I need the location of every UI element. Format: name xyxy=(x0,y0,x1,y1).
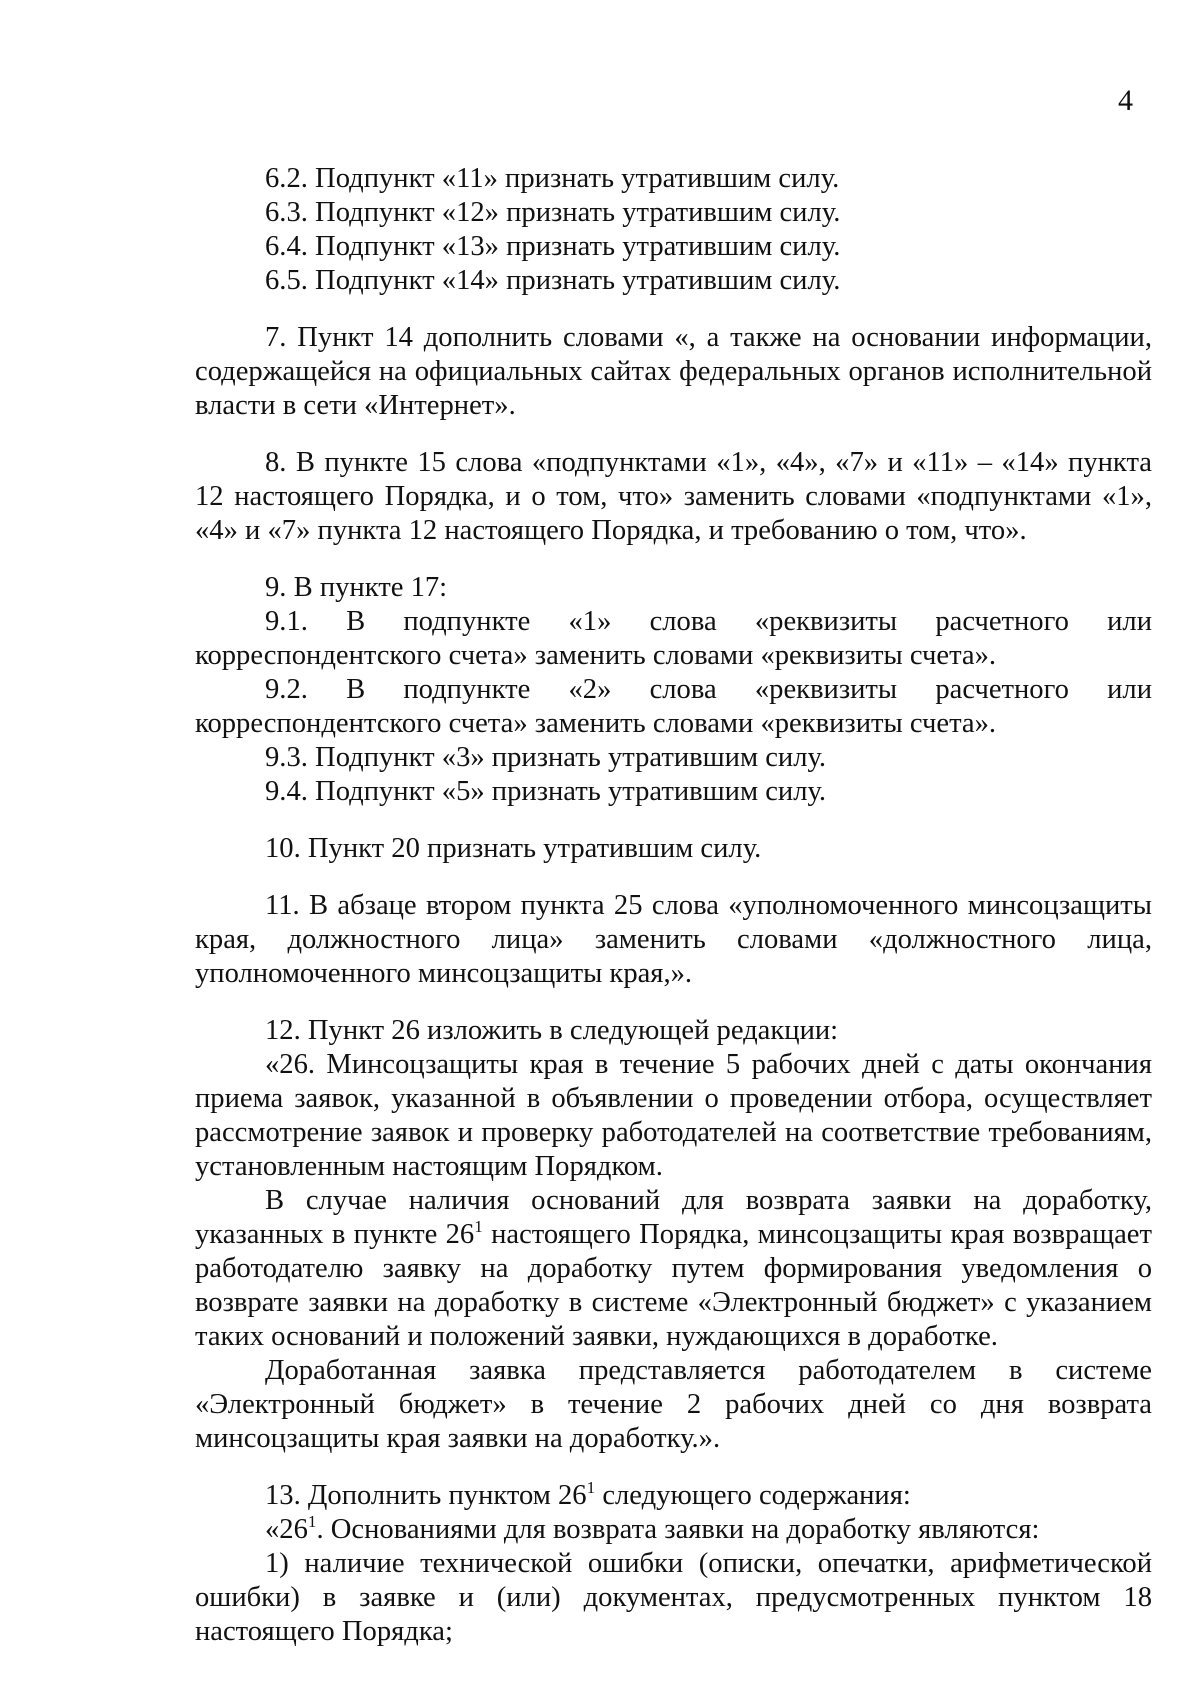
superscript: 1 xyxy=(474,1216,483,1236)
paragraph-6-3: 6.3. Подпункт «12» признать утратившим силу. xyxy=(265,197,841,228)
text-fragment: настоящего Порядка, минсоцзащиты края возвращает работодателю заявку на доработку путем формирования уведомления о возврате заявки на доработку в системе «Электронный бюджет» с указанием таких оснований и положений заявки, нуждающихся в доработке. xyxy=(195,1219,1152,1352)
document-body xyxy=(195,162,1152,1649)
paragraph-9-3: 9.3. Подпункт «3» признать утратившим силу. xyxy=(265,742,827,773)
superscript: 1 xyxy=(307,1511,317,1531)
text-fragment: В случае наличия оснований для возврата заявки на доработку, указанных в пункте 26 xyxy=(195,1185,1152,1250)
text-fragment: следующего содержания: xyxy=(595,1480,911,1511)
paragraph-9-2: 9.2. В подпункте «2» слова «реквизиты расчетного или корреспондентского счета» заменить словами «реквизиты счета». xyxy=(195,674,1152,739)
paragraph-13 xyxy=(195,1479,1152,1513)
page-number: 4 xyxy=(1118,84,1133,117)
text-fragment: . Основаниями для возврата заявки на доработку являются: xyxy=(316,1514,1040,1545)
paragraph-9-4: 9.4. Подпункт «5» признать утратившим силу. xyxy=(265,776,827,807)
superscript: 1 xyxy=(586,1477,596,1497)
paragraph-9: 9. В пункте 17: xyxy=(265,572,448,603)
paragraph-6-4: 6.4. Подпункт «13» признать утратившим силу. xyxy=(265,231,841,262)
paragraph-13-item-1: 1) наличие технической ошибки (описки, опечатки, арифметической ошибки) в заявке и (или) документах, предусмотренных пунктом 18 настоящего Порядка; xyxy=(195,1548,1152,1647)
paragraph-9-1: 9.1. В подпункте «1» слова «реквизиты расчетного или корреспондентского счета» заменить словами «реквизиты счета». xyxy=(195,606,1152,671)
paragraph-6-2: 6.2. Подпункт «11» признать утратившим силу. xyxy=(265,163,840,194)
paragraph-13-quote-26-1 xyxy=(195,1513,1152,1547)
paragraph-12-return-rule xyxy=(195,1184,1152,1354)
paragraph-12: 12. Пункт 26 изложить в следующей редакции: xyxy=(265,1015,839,1046)
paragraph-12-resubmission: Доработанная заявка представляется работодателем в системе «Электронный бюджет» в течение 2 рабочих дней со дня возврата минсоцзащиты края заявки на доработку.». xyxy=(195,1355,1152,1454)
paragraph-12-quote-26: «26. Минсоцзащиты края в течение 5 рабочих дней с даты окончания приема заявок, указанной в объявлении о проведении отбора, осуществляет рассмотрение заявок и проверку работодателей на соответствие требованиям, установленным настоящим Порядком. xyxy=(195,1049,1152,1182)
paragraph-11: 11. В абзаце втором пункта 25 слова «уполномоченного минсоцзащиты края, должностного лица» заменить словами «должностного лица, уполномоченного минсоцзащиты края,». xyxy=(195,890,1152,989)
paragraph-7: 7. Пункт 14 дополнить словами «, а также на основании информации, содержащейся на официальных сайтах федеральных органов исполнительной власти в сети «Интернет». xyxy=(195,322,1152,421)
text-fragment: 13. Дополнить пунктом 26 xyxy=(265,1480,587,1511)
paragraph-8: 8. В пункте 15 слова «подпунктами «1», «4», «7» и «11» – «14» пункта 12 настоящего Порядка, и о том, что» заменить словами «подпунктами «1», «4» и «7» пункта 12 настоящего Порядка, и требованию о том, что». xyxy=(195,447,1152,546)
paragraph-10: 10. Пункт 20 признать утратившим силу. xyxy=(265,833,762,864)
paragraph-6-5: 6.5. Подпункт «14» признать утратившим силу. xyxy=(265,265,841,296)
text-fragment: «26 xyxy=(265,1514,308,1545)
